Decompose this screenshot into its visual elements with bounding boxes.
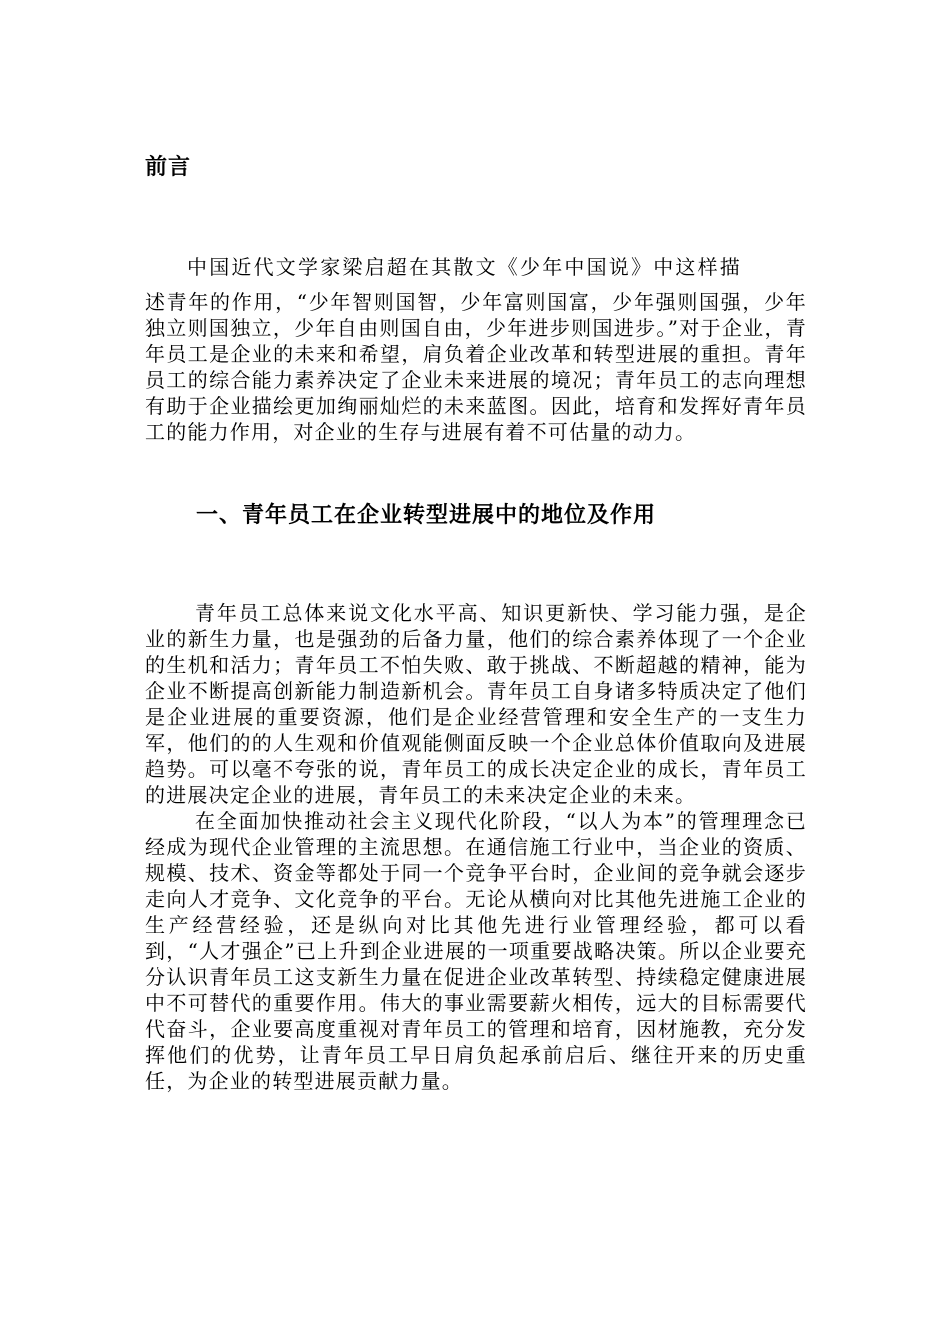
body-paragraph: 青年员工总体来说文化水平高、知识更新快、学习能力强，是企业的新生力量，也是强劲的后备力量，他们的综合素养体现了一个企业的生机和活力；青年员工不怕失败、敢于挑战、不断超越的精神，能为企业不断提高创新能力制造新机会。青年员工自身诸多特质决定了他们是企业进展的重要资源，他们是企业经营管理和安全生产的一支生力军，他们的的人生观和价值观能侧面反映一个企业总体价值取向及进展趋势。可以毫不夸张的说，青年员工的成长决定企业的成长，青年员工的进展决定企业的进展，青年员工的未来决定企业的未来。 (145, 601, 807, 807)
intro-paragraph: 述青年的作用，“少年智则国智，少年富则国富，少年强则国强，少年独立则国独立，少年自由则国自由，少年进步则国进步。”对于企业，青年员工是企业的未来和希望，肩负着企业改革和转型进展的重担。青年员工的综合能力素养决定了企业未来进展的境况；青年员工的志向理想有助于企业描绘更加绚丽灿烂的未来蓝图。因此，培育和发挥好青年员工的能力作用，对企业的生存与进展有着不可估量的动力。 (145, 290, 807, 444)
page-title: 前言 (145, 154, 192, 180)
body-paragraph: 在全面加快推动社会主义现代化阶段，“以人为本”的管理理念已经成为现代企业管理的主流思想。在通信施工行业中，当企业的资质、规模、技术、资金等都处于同一个竞争平台时，企业间的竞争就会逐步走向人才竞争、文化竞争的平台。无论从横向对比其他先进施工企业的生产经营经验，还是纵向对比其他先进行业管理经验，都可以看到，“人才强企”已上升到企业进展的一项重要战略决策。所以企业要充分认识青年员工这支新生力量在促进企业改革转型、持续稳定健康进展中不可替代的重要作用。伟大的事业需要薪火相传，远大的目标需要代代奋斗，企业要高度重视对青年员工的管理和培育，因材施教，充分发挥他们的优势，让青年员工早日肩负起承前启后、继往开来的历史重任，为企业的转型进展贡献力量。 (145, 809, 807, 1093)
section-heading: 一、青年员工在企业转型进展中的地位及作用 (196, 502, 657, 528)
section-body (145, 600, 807, 1094)
intro-first-line: 中国近代文学家梁启超在其散文《少年中国说》中这样描 (187, 255, 742, 279)
